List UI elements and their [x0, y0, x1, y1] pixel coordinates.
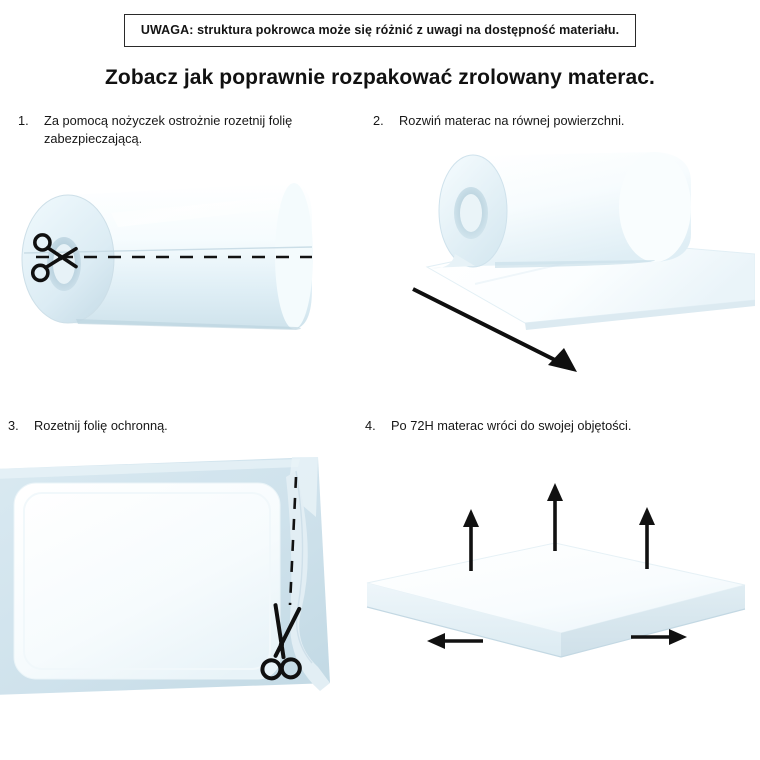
mattress-roll — [431, 152, 691, 268]
step-3-number: 3. — [8, 418, 19, 433]
step-2-number: 2. — [373, 113, 384, 128]
step-3 — [0, 417, 355, 707]
step-1 — [0, 112, 355, 417]
step-4-number: 4. — [365, 418, 376, 433]
step-4 — [355, 417, 760, 707]
up-arrow-icon — [547, 483, 563, 551]
step-4-text: Po 72H materac wróci do swojej objętości. — [391, 418, 632, 433]
step-4-head — [355, 417, 760, 435]
step-1-head — [0, 112, 355, 147]
step-2 — [355, 112, 760, 417]
step-2-illustration — [355, 134, 755, 379]
step-2-text: Rozwiń materac na równej powierzchni. — [399, 113, 625, 128]
notice-banner: UWAGA: struktura pokrowca może się różnić z uwagi na dostępność materiału. — [124, 14, 636, 47]
step-1-illustration — [6, 161, 346, 371]
step-4-illustration — [355, 451, 755, 701]
notice-banner-wrap — [0, 0, 760, 47]
up-arrow-icon — [639, 507, 655, 569]
steps-grid — [0, 112, 760, 707]
step-2-head — [355, 112, 760, 130]
step-3-illustration — [0, 457, 340, 707]
left-arrow-icon — [427, 633, 483, 649]
step-3-text: Rozetnij folię ochronną. — [34, 418, 168, 433]
step-1-text: Za pomocą nożyczek ostrożnie rozetnij folię zabezpieczającą. — [44, 113, 293, 146]
mattress-slab — [367, 543, 745, 657]
page-title: Zobacz jak poprawnie rozpakować zrolowany materac. — [105, 66, 655, 89]
mattress-flat — [14, 483, 280, 679]
step-1-number: 1. — [18, 113, 29, 128]
step-3-head — [0, 417, 355, 435]
